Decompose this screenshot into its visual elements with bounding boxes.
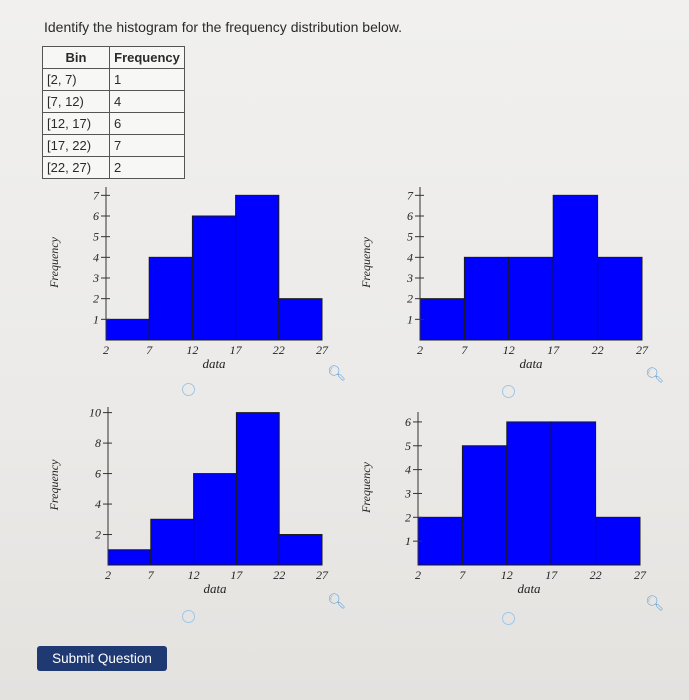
y-tick-label: 7 (93, 188, 99, 203)
histogram-bar (418, 517, 462, 565)
bin-cell: [7, 12) (43, 91, 110, 113)
y-tick-label: 3 (407, 271, 413, 285)
histogram-bar (598, 257, 642, 340)
histogram-bar (279, 299, 322, 340)
table-row (43, 113, 185, 135)
x-tick-label: 17 (547, 343, 560, 357)
column-header-frequency: Frequency (110, 47, 185, 69)
frequency-cell: 7 (110, 135, 185, 157)
y-tick-label: 7 (407, 188, 413, 203)
frequency-table (42, 46, 185, 179)
y-axis-label: Frequency (359, 462, 373, 513)
y-tick-label: 5 (407, 229, 413, 244)
y-tick-label: 4 (95, 497, 101, 512)
table-row (43, 69, 185, 91)
histogram-bar (509, 257, 553, 340)
column-header-bin: Bin (43, 47, 110, 69)
x-tick-label: 7 (147, 568, 154, 582)
y-tick-label: 8 (95, 436, 101, 451)
x-tick-label: 7 (146, 343, 153, 357)
x-tick-label: 27 (636, 343, 648, 357)
histogram-bar (551, 422, 595, 565)
y-tick-label: 6 (93, 209, 99, 223)
y-tick-label: 2 (407, 291, 413, 306)
y-tick-label: 2 (95, 527, 101, 542)
option-b-magnifier-icon[interactable]: 🔍︎ (645, 367, 665, 384)
question-text: Identify the histogram for the frequency distribution below. (44, 19, 402, 35)
x-tick-label: 22 (589, 568, 602, 582)
histogram-bar (464, 257, 508, 340)
y-tick-label: 3 (93, 271, 99, 285)
frequency-cell: 2 (110, 157, 185, 179)
histogram-bar (420, 299, 464, 340)
x-tick-label: 7 (461, 343, 468, 357)
x-axis-label: data (519, 356, 543, 371)
histogram-svg (352, 170, 665, 385)
x-tick-label: 2 (417, 343, 423, 357)
histogram-bar (553, 195, 597, 340)
y-tick-label: 1 (407, 312, 413, 327)
x-tick-label: 22 (272, 343, 285, 357)
x-tick-label: 17 (230, 568, 243, 582)
frequency-cell: 1 (110, 69, 185, 91)
bin-cell: [2, 7) (43, 69, 110, 91)
x-tick-label: 17 (229, 343, 242, 357)
y-tick-label: 1 (93, 312, 99, 327)
histogram-bar (279, 535, 322, 565)
table-header-row (43, 47, 185, 69)
option-c-radio-icon[interactable] (182, 610, 195, 623)
histogram-bar (462, 446, 506, 565)
x-tick-label: 27 (316, 343, 328, 357)
histogram-bar (192, 216, 235, 340)
x-tick-label: 7 (459, 568, 466, 582)
y-tick-label: 5 (405, 438, 411, 453)
x-tick-label: 22 (591, 343, 604, 357)
x-tick-label: 27 (634, 568, 646, 582)
histogram-bar (151, 519, 194, 565)
x-axis-label: data (202, 356, 226, 371)
y-tick-label: 2 (405, 510, 411, 525)
histogram-svg (40, 395, 340, 610)
x-tick-label: 12 (187, 568, 200, 582)
option-d-radio-icon[interactable] (502, 612, 515, 625)
y-tick-label: 1 (405, 534, 411, 549)
bin-cell: [17, 22) (43, 135, 110, 157)
histogram-bar (194, 474, 237, 565)
histogram-svg (352, 395, 665, 612)
y-tick-label: 4 (93, 250, 99, 265)
histogram-bar (106, 319, 149, 340)
histogram-option-c[interactable] (40, 395, 340, 610)
y-axis-label: Frequency (359, 237, 373, 288)
y-tick-label: 4 (405, 462, 411, 477)
y-tick-label: 10 (89, 405, 101, 420)
y-tick-label: 3 (405, 486, 411, 501)
x-tick-label: 12 (500, 568, 513, 582)
histogram-bar (596, 517, 640, 565)
y-tick-label: 6 (407, 209, 413, 223)
y-axis-label: Frequency (47, 237, 61, 288)
x-tick-label: 12 (186, 343, 199, 357)
histogram-option-a[interactable] (40, 170, 340, 385)
table-row (43, 135, 185, 157)
histogram-bar (236, 195, 279, 340)
frequency-cell: 6 (110, 113, 185, 135)
x-tick-label: 22 (273, 568, 286, 582)
y-tick-label: 6 (95, 466, 101, 481)
histogram-bar (149, 257, 192, 340)
x-tick-label: 12 (502, 343, 515, 357)
y-tick-label: 4 (407, 250, 413, 265)
histogram-bar (108, 550, 151, 565)
y-tick-label: 5 (93, 229, 99, 244)
option-d-magnifier-icon[interactable]: 🔍︎ (645, 595, 665, 612)
histogram-option-b[interactable] (352, 170, 665, 385)
histogram-svg (40, 170, 340, 385)
x-tick-label: 17 (545, 568, 558, 582)
bin-cell: [12, 17) (43, 113, 110, 135)
x-tick-label: 2 (103, 343, 109, 357)
table-row (43, 91, 185, 113)
x-axis-label: data (203, 581, 227, 596)
frequency-cell: 4 (110, 91, 185, 113)
y-axis-label: Frequency (47, 459, 61, 511)
y-tick-label: 2 (93, 291, 99, 306)
bin-cell: [22, 27) (43, 157, 110, 179)
y-tick-label: 6 (405, 414, 411, 429)
option-a-magnifier-icon[interactable]: 🔍︎ (327, 365, 347, 382)
x-tick-label: 2 (415, 568, 421, 582)
histogram-bar (507, 422, 551, 565)
x-tick-label: 27 (316, 568, 328, 582)
option-c-magnifier-icon[interactable]: 🔍︎ (327, 593, 347, 610)
x-tick-label: 2 (105, 568, 111, 582)
submit-question-button[interactable]: Submit Question (37, 646, 167, 671)
histogram-bar (236, 413, 279, 565)
histogram-option-d[interactable] (352, 395, 665, 612)
x-axis-label: data (517, 581, 541, 596)
